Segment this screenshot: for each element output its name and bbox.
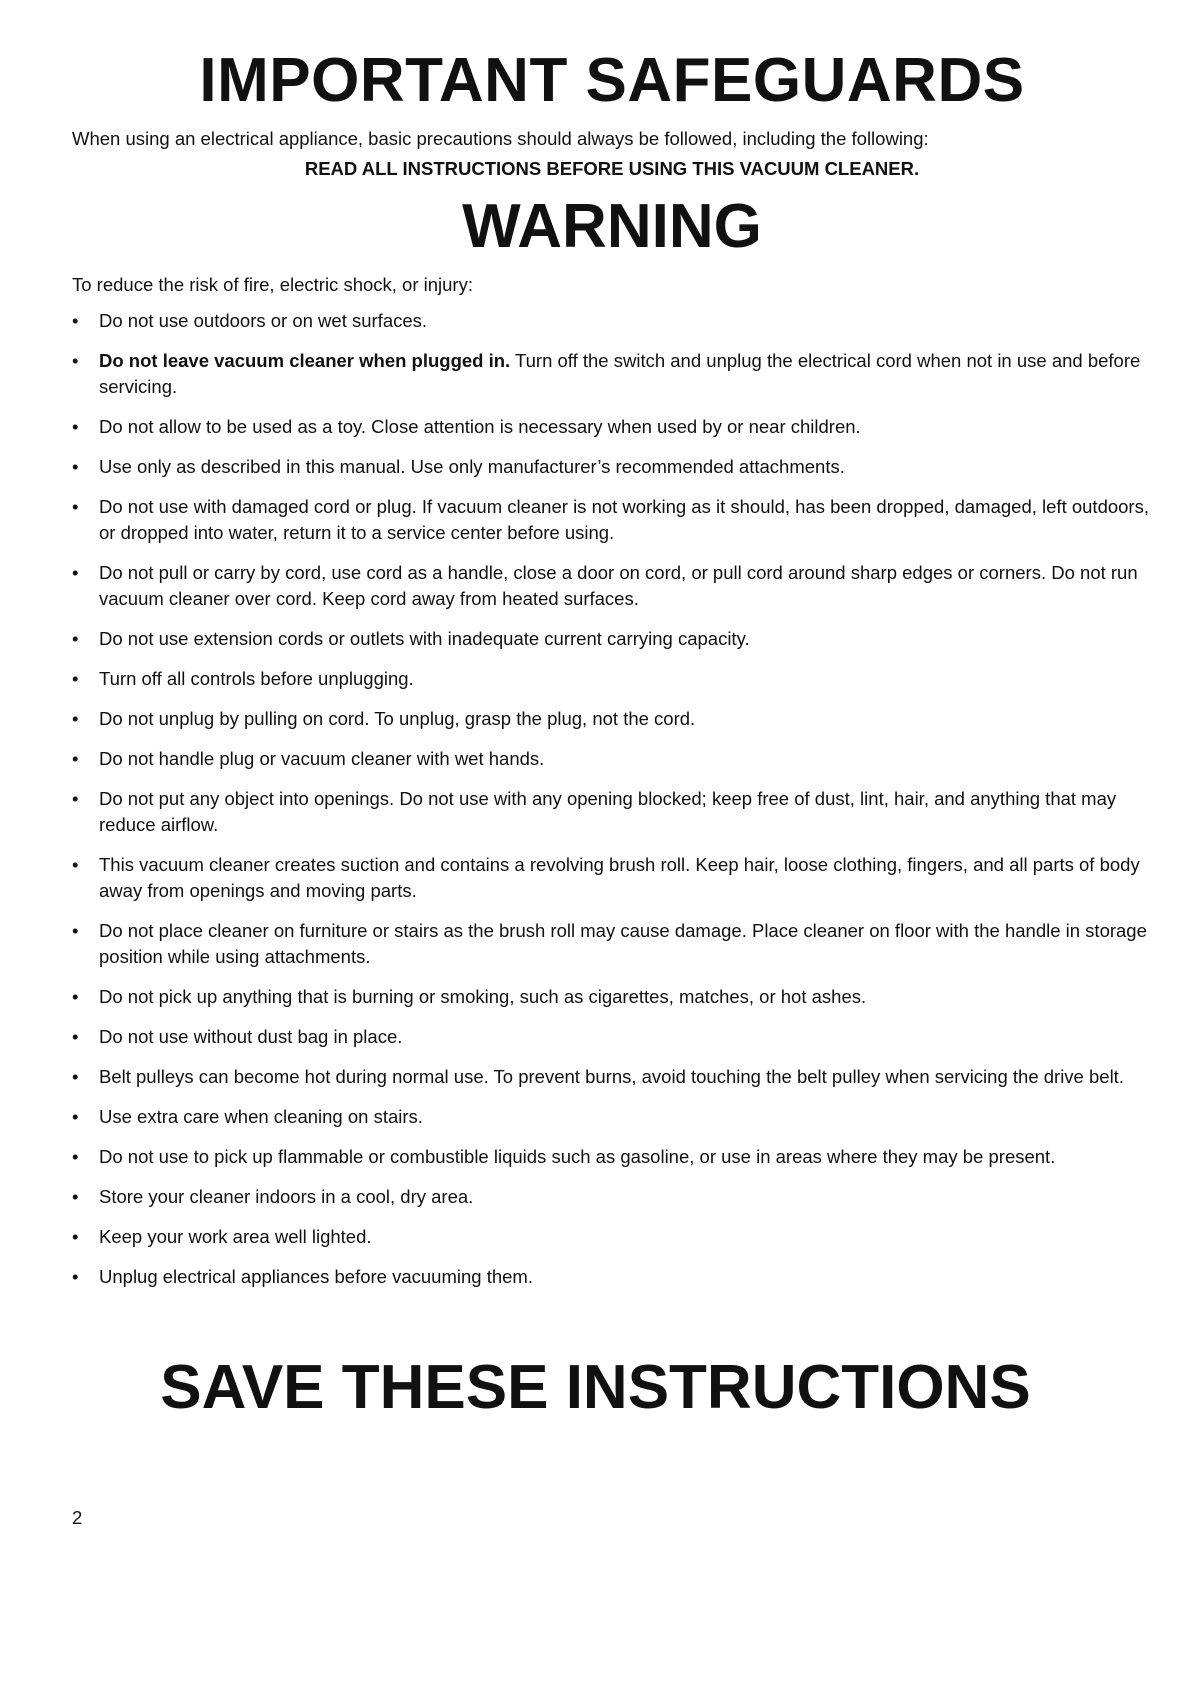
- bullet-icon: •: [72, 788, 79, 809]
- safeguard-item-text: Do not pull or carry by cord, use cord as a handle, close a door on cord, or pull cord around sharp edges or corners. Do not run vacuum cleaner over cord. Keep cord away from heated surfaces.: [99, 562, 1138, 609]
- warning-intro: To reduce the risk of fire, electric shock, or injury:: [72, 274, 473, 295]
- safeguard-item: [72, 852, 1152, 904]
- safeguard-item-text: Do not use to pick up flammable or combustible liquids such as gasoline, or use in areas where they may be present.: [99, 1146, 1056, 1167]
- bullet-icon: •: [72, 1066, 79, 1087]
- safeguard-item: [72, 666, 1152, 692]
- safeguard-item-lead: Do not leave vacuum cleaner when plugged in.: [99, 350, 511, 371]
- safeguard-item: [72, 918, 1152, 970]
- safeguard-item-text: Do not allow to be used as a toy. Close attention is necessary when used by or near children.: [99, 416, 861, 437]
- safeguard-item: [72, 1104, 1152, 1130]
- safeguard-item-text: Turn off the switch and unplug the electrical cord when not in use and before servicing.: [99, 350, 1141, 397]
- safeguard-item-text: This vacuum cleaner creates suction and contains a revolving brush roll. Keep hair, loose clothing, fingers, and all parts of body away from openings and moving parts.: [99, 854, 1140, 901]
- safeguard-item: [72, 560, 1152, 612]
- bullet-icon: •: [72, 854, 79, 875]
- safeguard-item-text: Use extra care when cleaning on stairs.: [99, 1106, 423, 1127]
- page-number: 2: [72, 1507, 83, 1528]
- safeguard-item-text: Keep your work area well lighted.: [99, 1226, 372, 1247]
- safeguard-item: [72, 746, 1152, 772]
- safeguard-item-text: Do not handle plug or vacuum cleaner with wet hands.: [99, 748, 545, 769]
- safeguards-page: [72, 38, 1152, 1304]
- safeguard-item: [72, 1144, 1152, 1170]
- safeguard-item-text: Belt pulleys can become hot during normal use. To prevent burns, avoid touching the belt pulley when servicing the drive belt.: [99, 1066, 1124, 1087]
- bullet-icon: •: [72, 748, 79, 769]
- safeguard-item: [72, 786, 1152, 838]
- bullet-icon: •: [72, 496, 79, 517]
- safeguard-item: [72, 308, 1152, 334]
- safeguard-item-text: Do not place cleaner on furniture or stairs as the brush roll may cause damage. Place cleaner on floor with the handle in storage position while using attachments.: [99, 920, 1147, 967]
- safeguard-item-text: Do not use extension cords or outlets with inadequate current carrying capacity.: [99, 628, 750, 649]
- bullet-icon: •: [72, 1146, 79, 1167]
- safeguard-item: [72, 1064, 1152, 1090]
- bullet-icon: •: [72, 1026, 79, 1047]
- bullet-icon: •: [72, 1106, 79, 1127]
- safeguard-item: [72, 984, 1152, 1010]
- save-instructions-heading: SAVE THESE INSTRUCTIONS: [160, 1353, 1031, 1422]
- bullet-icon: •: [72, 1226, 79, 1247]
- page-title: IMPORTANT SAFEGUARDS: [199, 46, 1025, 115]
- safeguard-item-text: Unplug electrical appliances before vacuuming them.: [99, 1266, 533, 1287]
- bullet-icon: •: [72, 668, 79, 689]
- bullet-icon: •: [72, 416, 79, 437]
- safeguard-item: [72, 414, 1152, 440]
- safeguard-item: [72, 1184, 1152, 1210]
- safeguard-item-text: Do not unplug by pulling on cord. To unplug, grasp the plug, not the cord.: [99, 708, 696, 729]
- safeguard-item: [72, 1264, 1152, 1290]
- bullet-icon: •: [72, 562, 79, 583]
- safeguard-item-text: Do not put any object into openings. Do not use with any opening blocked; keep free of dust, lint, hair, and anything that may reduce airflow.: [99, 788, 1117, 835]
- bullet-icon: •: [72, 456, 79, 477]
- bullet-icon: •: [72, 708, 79, 729]
- bullet-icon: •: [72, 1266, 79, 1287]
- bullet-icon: •: [72, 1186, 79, 1207]
- safeguard-item: [72, 494, 1152, 546]
- read-all-notice: READ ALL INSTRUCTIONS BEFORE USING THIS VACUUM CLEANER.: [304, 158, 920, 179]
- safeguard-item: [72, 348, 1152, 400]
- safeguard-item-text: Store your cleaner indoors in a cool, dry area.: [99, 1186, 474, 1207]
- safeguard-item-text: Do not use outdoors or on wet surfaces.: [99, 310, 428, 331]
- safeguard-item: [72, 1024, 1152, 1050]
- bullet-icon: •: [72, 920, 79, 941]
- intro-text: When using an electrical appliance, basic precautions should always be followed, including the following:: [72, 128, 929, 149]
- bullet-icon: •: [72, 986, 79, 1007]
- safeguard-item-text: Turn off all controls before unplugging.: [99, 668, 414, 689]
- warning-heading: WARNING: [462, 192, 762, 261]
- safeguard-item-text: Do not pick up anything that is burning or smoking, such as cigarettes, matches, or hot ashes.: [99, 986, 867, 1007]
- safeguard-list: [72, 308, 1152, 1290]
- safeguard-item-text: Do not use with damaged cord or plug. If vacuum cleaner is not working as it should, has been dropped, damaged, left outdoors, or dropped into water, return it to a service center before using.: [99, 496, 1149, 543]
- safeguard-item: [72, 626, 1152, 652]
- safeguard-item-text: Use only as described in this manual. Use only manufacturer’s recommended attachments.: [99, 456, 845, 477]
- safeguard-item: [72, 1224, 1152, 1250]
- bullet-icon: •: [72, 350, 79, 371]
- bullet-icon: •: [72, 310, 79, 331]
- safeguard-item: [72, 454, 1152, 480]
- bullet-icon: •: [72, 628, 79, 649]
- safeguard-item: [72, 706, 1152, 732]
- safeguard-item-text: Do not use without dust bag in place.: [99, 1026, 403, 1047]
